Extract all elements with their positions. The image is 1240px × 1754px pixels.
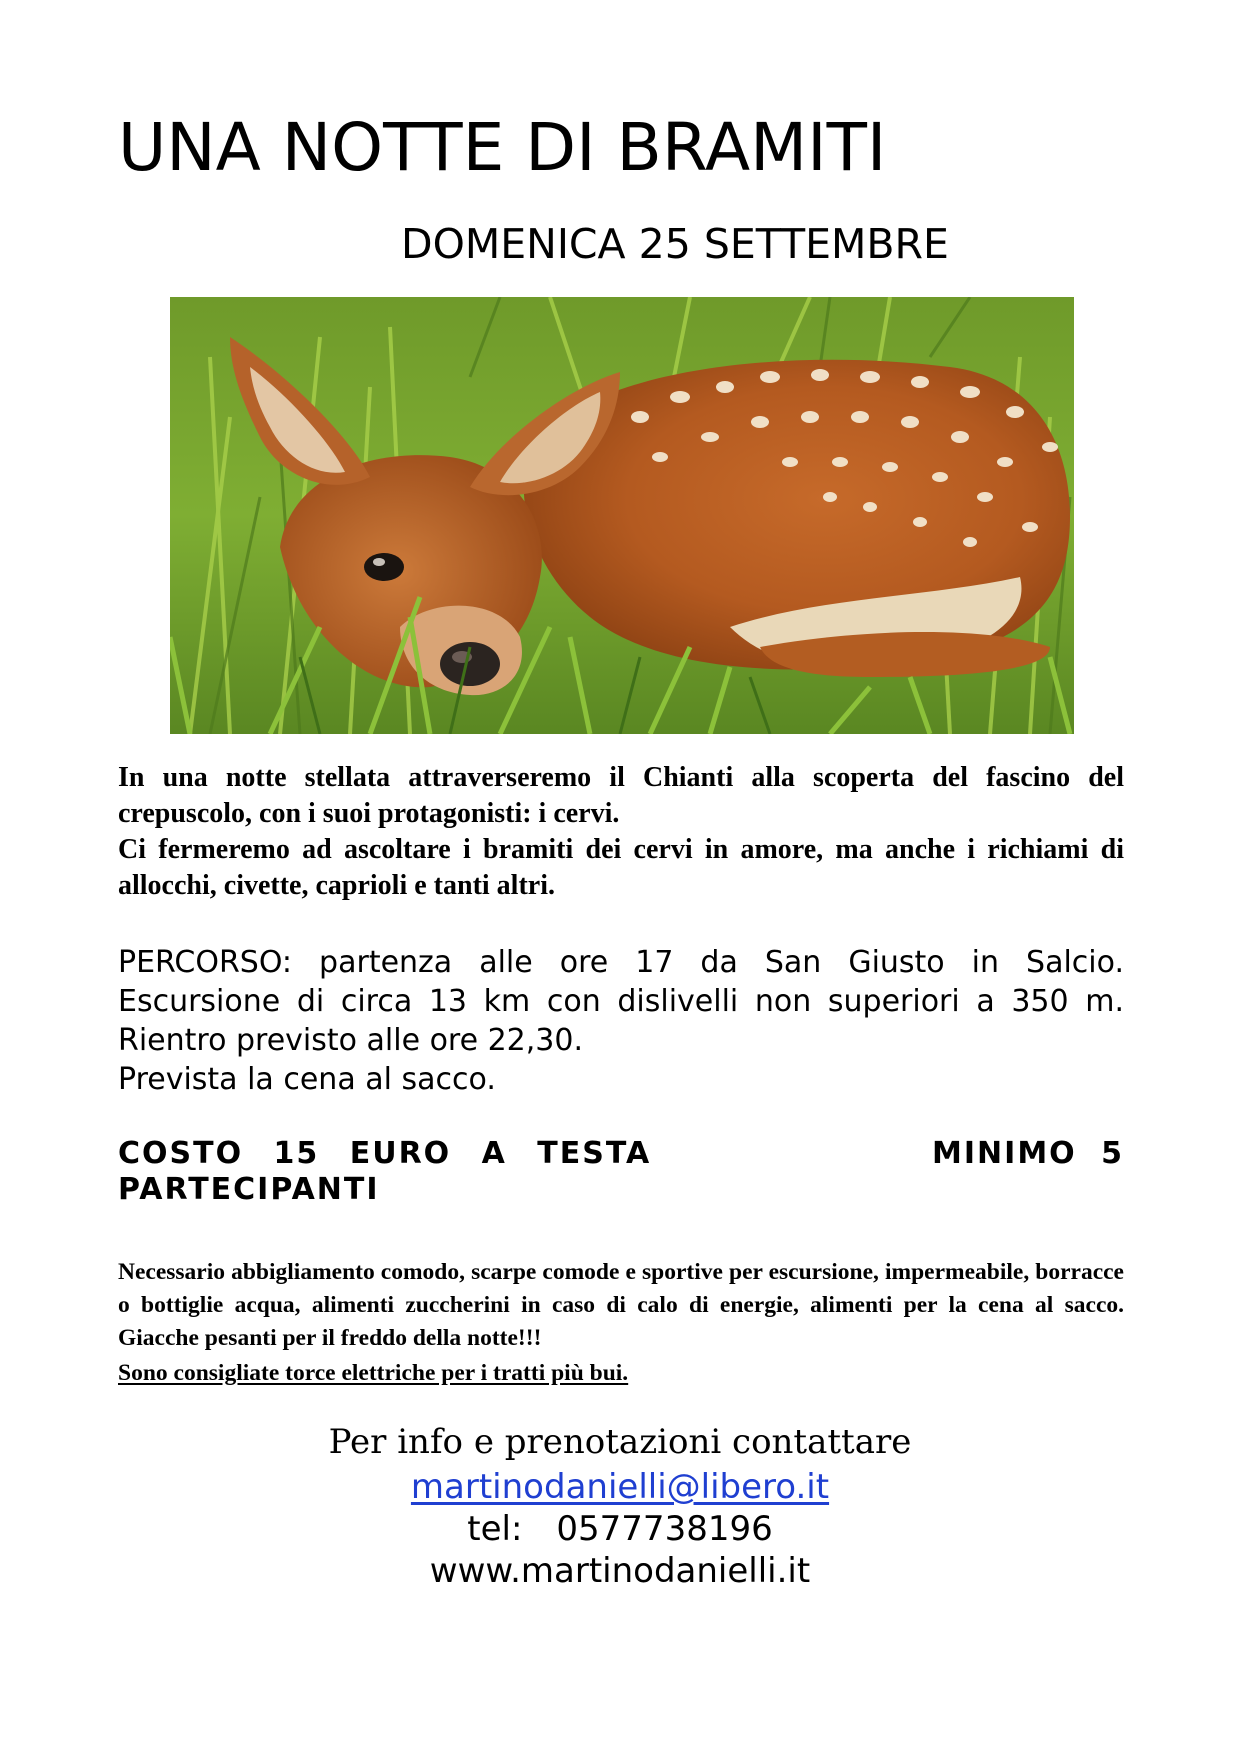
intro-text-1: In una notte stellata attraverseremo il Chianti alla scoperta del fascino del crepuscolo, con i suoi protagonisti: i cervi. — [118, 762, 1124, 829]
phone-label: tel: — [467, 1509, 523, 1549]
route-section — [118, 943, 1124, 1099]
contact-section — [0, 1420, 1240, 1592]
website-text: www.martinodanielli.it — [429, 1551, 811, 1591]
cost-minimum: MINIMO 5 — [932, 1136, 1124, 1171]
cost-price: COSTO 15 EURO A TESTA — [118, 1136, 652, 1171]
event-date: DOMENICA 25 SETTEMBRE — [401, 220, 949, 268]
intro-paragraph — [118, 760, 1124, 904]
contact-heading: Per info e prenotazioni contattare — [328, 1422, 912, 1462]
cost-minimum-cont: PARTECIPANTI — [118, 1172, 380, 1207]
phone-number: 0577738196 — [556, 1509, 773, 1549]
torch-advice: Sono consigliate torce elettriche per i tratti più bui. — [118, 1360, 629, 1386]
phone-row — [0, 1508, 1240, 1550]
requirements-section — [118, 1256, 1124, 1390]
fawn-photo — [170, 297, 1074, 734]
dinner-text: Prevista la cena al sacco. — [118, 1062, 496, 1097]
route-text: PERCORSO: partenza alle ore 17 da San Giusto in Salcio. Escursione di circa 13 km con dislivelli non superiori a 350 m. Rientro previsto alle ore 22,30. — [118, 945, 1124, 1058]
poster-title: UNA NOTTE DI BRAMITI — [118, 109, 887, 186]
cost-section — [118, 1136, 1124, 1216]
requirements-text: Necessario abbigliamento comodo, scarpe comode e sportive per escursione, impermeabile, borracce o bottiglie acqua, alimenti zuccherini in caso di calo di energie, alimenti per la cena al sacco. Giacche pesanti per il freddo della notte!!! — [118, 1259, 1124, 1351]
intro-text-2: Ci fermeremo ad ascoltare i bramiti dei cervi in amore, ma anche i richiami di allocchi, civette, caprioli e tanti altri. — [118, 834, 1124, 901]
email-link[interactable]: martinodanielli@libero.it — [410, 1467, 830, 1507]
